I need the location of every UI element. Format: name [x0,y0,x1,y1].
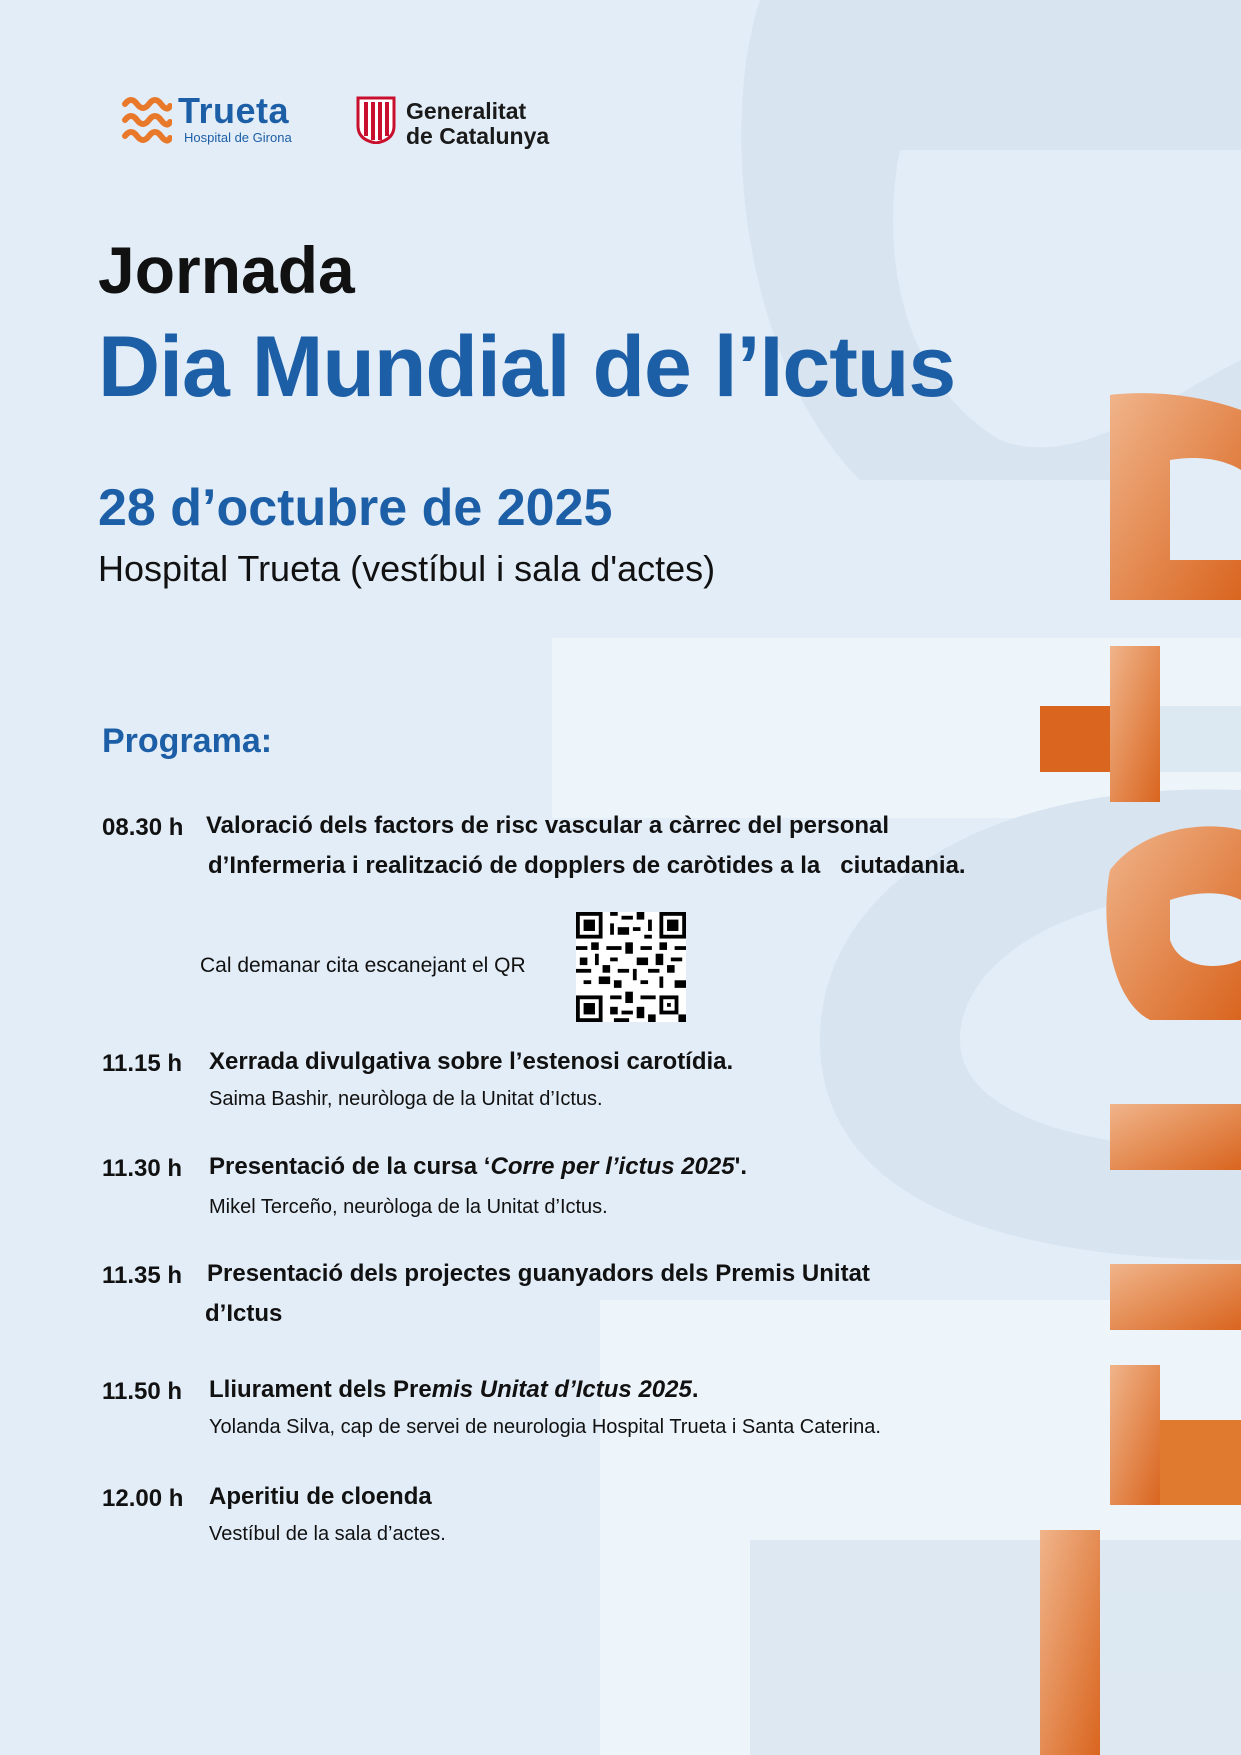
programa-heading: Programa: [102,722,273,760]
trueta-logo-subtitle: Hospital de Girona [184,130,292,145]
program-speaker: Saima Bashir, neuròloga de la Unitat d’Ictus. [209,1088,603,1110]
program-title-line1: Presentació dels projectes guanyadors dels Premis Unitat [207,1260,870,1287]
program-title-part: Presentació de la cursa ‘ [209,1153,491,1180]
generalitat-logo-line2: de Catalunya [406,123,550,149]
program-title: Xerrada divulgativa sobre l’estenosi carotídia. [209,1048,734,1075]
program-title-line2: d’Ictus [205,1300,283,1327]
event-date: 28 d’octubre de 2025 [98,479,613,537]
event-kicker: Jornada [98,233,355,307]
program-title-emphasis: mis Unitat d’Ictus 2025 [431,1376,692,1403]
generalitat-logo-line1: Generalitat [406,98,527,124]
program-title-part: . [691,1376,699,1403]
program-title [209,1147,747,1187]
generalitat-logo [356,96,596,148]
program-title-emphasis: Corre per l’ictus 2025 [490,1153,735,1180]
trueta-logo-icon [122,96,172,144]
generalitat-emblem-icon [356,96,396,144]
program-time: 12.00 h [102,1485,184,1512]
program-time: 08.30 h [102,814,184,841]
program-time: 11.35 h [102,1262,183,1289]
qr-instruction: Cal demanar cita escanejant el QR [200,954,526,977]
program-title-part: '. [734,1153,747,1180]
event-venue: Hospital Trueta (vestíbul i sala d'actes) [98,548,716,589]
program-title [209,1370,699,1410]
event-title: Dia Mundial de l’Ictus [98,319,956,415]
qr-code[interactable] [576,912,686,1022]
program-title: Aperitiu de cloenda [209,1483,432,1510]
program-time: 11.50 h [102,1378,183,1405]
program-title-line1: Valoració dels factors de risc vascular a càrrec del personal [206,812,890,839]
trueta-logo [122,90,302,148]
program-title-part: Lliurament dels Pre [209,1376,432,1403]
program-speaker: Yolanda Silva, cap de servei de neurologia Hospital Trueta i Santa Caterina. [209,1416,881,1438]
program-speaker: Mikel Terceño, neuròloga de la Unitat d’Ictus. [209,1196,608,1218]
program-title-line2: d’Infermeria i realització de dopplers de caròtides a la ciutadania. [208,852,966,879]
trueta-logo-name: Trueta [178,90,290,131]
program-location: Vestíbul de la sala d’actes. [209,1523,446,1545]
program-time: 11.15 h [102,1050,183,1077]
program-time: 11.30 h [102,1155,183,1182]
